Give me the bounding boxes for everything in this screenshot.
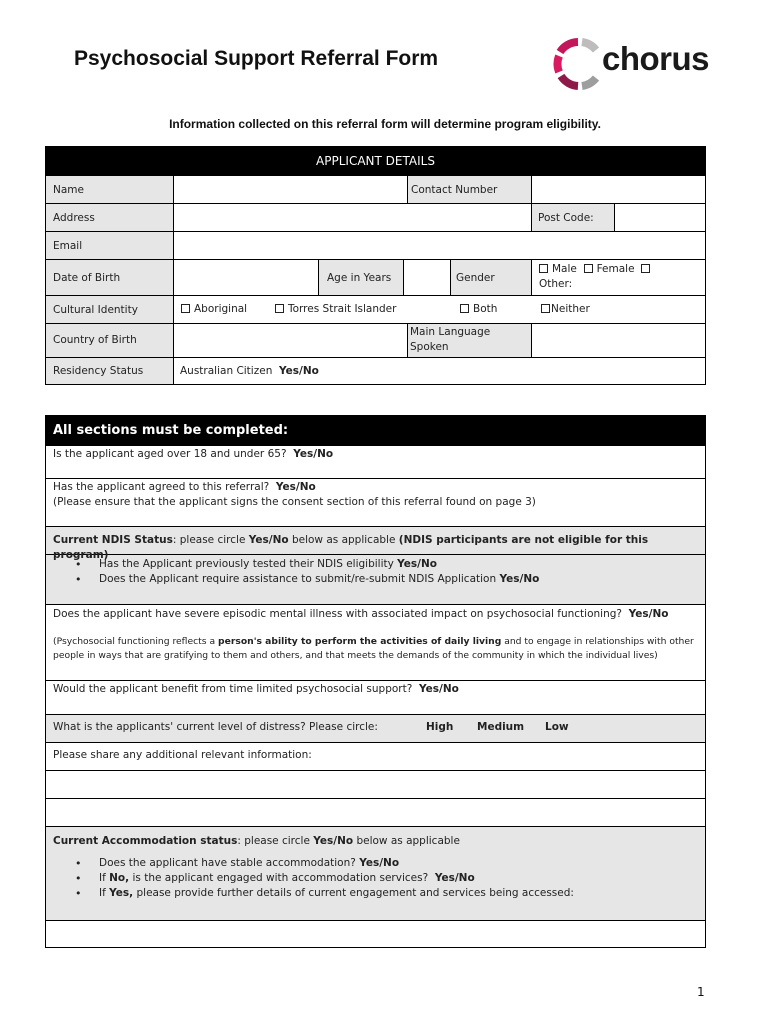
gender-options — [539, 262, 654, 292]
ndis-item2-yes-no[interactable]: Yes/No — [499, 573, 540, 586]
main-language-label: Main Language Spoken — [410, 326, 491, 354]
accommodation-status — [53, 834, 460, 849]
accom-item2-no: No, — [109, 872, 130, 885]
chorus-logo — [552, 36, 712, 92]
q-agreed — [53, 480, 536, 510]
list-item — [53, 871, 703, 886]
psych-functioning-note — [53, 635, 703, 664]
post-code-field[interactable] — [616, 204, 704, 230]
ndis-below: below as applicable — [291, 534, 396, 546]
q-benefit-yes-no[interactable]: Yes/No — [419, 683, 459, 695]
accom-below: below as applicable — [356, 835, 460, 847]
accom-item2-post: is the applicant engaged with accommodation services? — [132, 872, 429, 885]
q-benefit — [53, 682, 459, 697]
email-label: Email — [53, 240, 83, 252]
neither-label: Neither — [551, 303, 590, 315]
contact-number-field[interactable] — [533, 176, 703, 202]
additional-info-label: Please share any additional relevant information: — [53, 749, 312, 761]
ci-neither-option — [541, 302, 590, 317]
ndis-warning: (NDIS participants are not eligible for this program) — [53, 534, 649, 562]
female-label: Female — [596, 263, 635, 275]
q-benefit-text: Would the applicant benefit from time limited psychosocial support? — [53, 683, 413, 695]
logo-wordmark: chorus — [602, 40, 710, 77]
applicant-details-heading — [46, 147, 705, 175]
psych-bold: person's ability to perform the activities of daily living — [218, 636, 502, 647]
applicant-details-table — [45, 146, 706, 385]
q-agreed-note: (Please ensure that the applicant signs the consent section of this referral found on page 3) — [53, 496, 536, 509]
main-language-field[interactable] — [533, 324, 703, 356]
q-age-yes-no[interactable]: Yes/No — [293, 448, 334, 460]
q-distress: What is the applicants' current level of distress? Please circle: — [53, 721, 378, 733]
accom-item2-pre: If — [99, 872, 106, 885]
both-checkbox[interactable] — [460, 304, 469, 313]
aboriginal-checkbox[interactable] — [181, 304, 190, 313]
list-item — [53, 886, 703, 901]
accom-item3-pre: If — [99, 887, 106, 900]
sections-heading — [46, 416, 705, 445]
dob-field[interactable] — [178, 260, 316, 294]
name-field[interactable] — [178, 176, 406, 202]
q-age — [53, 447, 333, 462]
eligibility-table — [45, 415, 706, 948]
torres-checkbox[interactable] — [275, 304, 284, 313]
ci-torres-option — [275, 302, 396, 317]
address-label: Address — [53, 212, 95, 224]
post-code-label: Post Code: — [538, 212, 594, 224]
q-agreed-yes-no[interactable]: Yes/No — [275, 481, 316, 493]
ndis-item2-text: Does the Applicant require assistance to submit/re-submit NDIS Application — [99, 573, 497, 586]
dob-label: Date of Birth — [53, 272, 121, 284]
contact-number-label: Contact Number — [411, 184, 498, 196]
country-of-birth-label: Country of Birth — [53, 334, 137, 346]
other-checkbox[interactable] — [641, 264, 650, 273]
citizen-yes-no[interactable]: Yes/No — [279, 365, 319, 377]
list-item — [53, 557, 703, 572]
chorus-logo-icon — [552, 36, 604, 92]
male-checkbox[interactable] — [539, 264, 548, 273]
accom-text: : please circle — [237, 835, 310, 847]
list-item — [53, 856, 703, 871]
additional-info-line-1[interactable] — [48, 772, 703, 796]
country-of-birth-field[interactable] — [178, 324, 406, 356]
q-agreed-text: Has the applicant agreed to this referral? — [53, 481, 270, 493]
q-severe-text: Does the applicant have severe episodic mental illness with associated impact on psychosocial functioning? — [53, 608, 622, 620]
other-label: Other: — [539, 278, 573, 291]
name-label: Name — [53, 184, 84, 196]
accom-item2-yes-no[interactable]: Yes/No — [434, 872, 475, 885]
address-field[interactable] — [178, 204, 528, 230]
email-field[interactable] — [178, 232, 703, 258]
accom-yes-no-ref: Yes/No — [313, 835, 354, 847]
male-label: Male — [552, 263, 577, 275]
distress-medium[interactable]: Medium — [477, 721, 525, 733]
psych-pre: (Psychosocial functioning reflects a — [53, 636, 216, 647]
ci-aboriginal-option — [181, 302, 247, 317]
gender-label: Gender — [456, 272, 495, 284]
page-number: 1 — [697, 985, 705, 999]
q-severe — [53, 607, 669, 622]
accom-item3-post: please provide further details of current engagement and services being accessed: — [136, 887, 574, 900]
q-severe-yes-no[interactable]: Yes/No — [628, 608, 669, 620]
aboriginal-label: Aboriginal — [194, 303, 248, 315]
age-field[interactable] — [405, 260, 449, 294]
distress-high[interactable]: High — [426, 721, 454, 733]
accom-item1-text: Does the applicant have stable accommodation? — [99, 857, 356, 869]
neither-checkbox[interactable] — [541, 304, 550, 313]
ndis-list — [53, 557, 703, 587]
accommodation-list — [53, 856, 703, 902]
list-item — [53, 572, 703, 587]
ndis-yes-no-ref: Yes/No — [248, 534, 289, 546]
q-age-text: Is the applicant aged over 18 and under 65? — [53, 448, 287, 460]
both-label: Both — [473, 303, 498, 315]
residency-status-value — [180, 364, 319, 379]
ndis-item1-text: Has the Applicant previously tested their NDIS eligibility — [99, 558, 394, 570]
intro-text: Information collected on this referral form will determine program eligibility. — [169, 117, 601, 131]
accom-title: Current Accommodation status — [53, 835, 238, 847]
age-label: Age in Years — [327, 272, 392, 284]
applicant-heading-text: APPLICANT DETAILS — [316, 154, 435, 168]
cultural-identity-label: Cultural Identity — [53, 304, 138, 316]
sections-heading-text: All sections must be completed: — [53, 423, 289, 438]
ndis-title: Current NDIS Status — [53, 534, 173, 546]
accom-item3-yes: Yes, — [109, 887, 134, 900]
ndis-text: : please circle — [172, 534, 246, 546]
australian-citizen-text: Australian Citizen — [180, 365, 273, 377]
ndis-item1-yes-no[interactable]: Yes/No — [397, 558, 438, 570]
accom-item1-yes-no[interactable]: Yes/No — [359, 857, 400, 869]
female-checkbox[interactable] — [584, 264, 593, 273]
torres-label: Torres Strait Islander — [288, 303, 397, 315]
additional-info-line-2[interactable] — [48, 800, 703, 824]
accommodation-details-field[interactable] — [48, 922, 703, 946]
distress-low[interactable]: Low — [545, 721, 569, 733]
psych-post: and to engage in relationships with other people in ways that are gratifying to them and others, and that meets the demands of the community in which the individual lives) — [53, 636, 694, 662]
residency-status-label: Residency Status — [53, 365, 144, 377]
form-title: Psychosocial Support Referral Form — [74, 47, 439, 70]
ci-both-option — [460, 302, 497, 317]
